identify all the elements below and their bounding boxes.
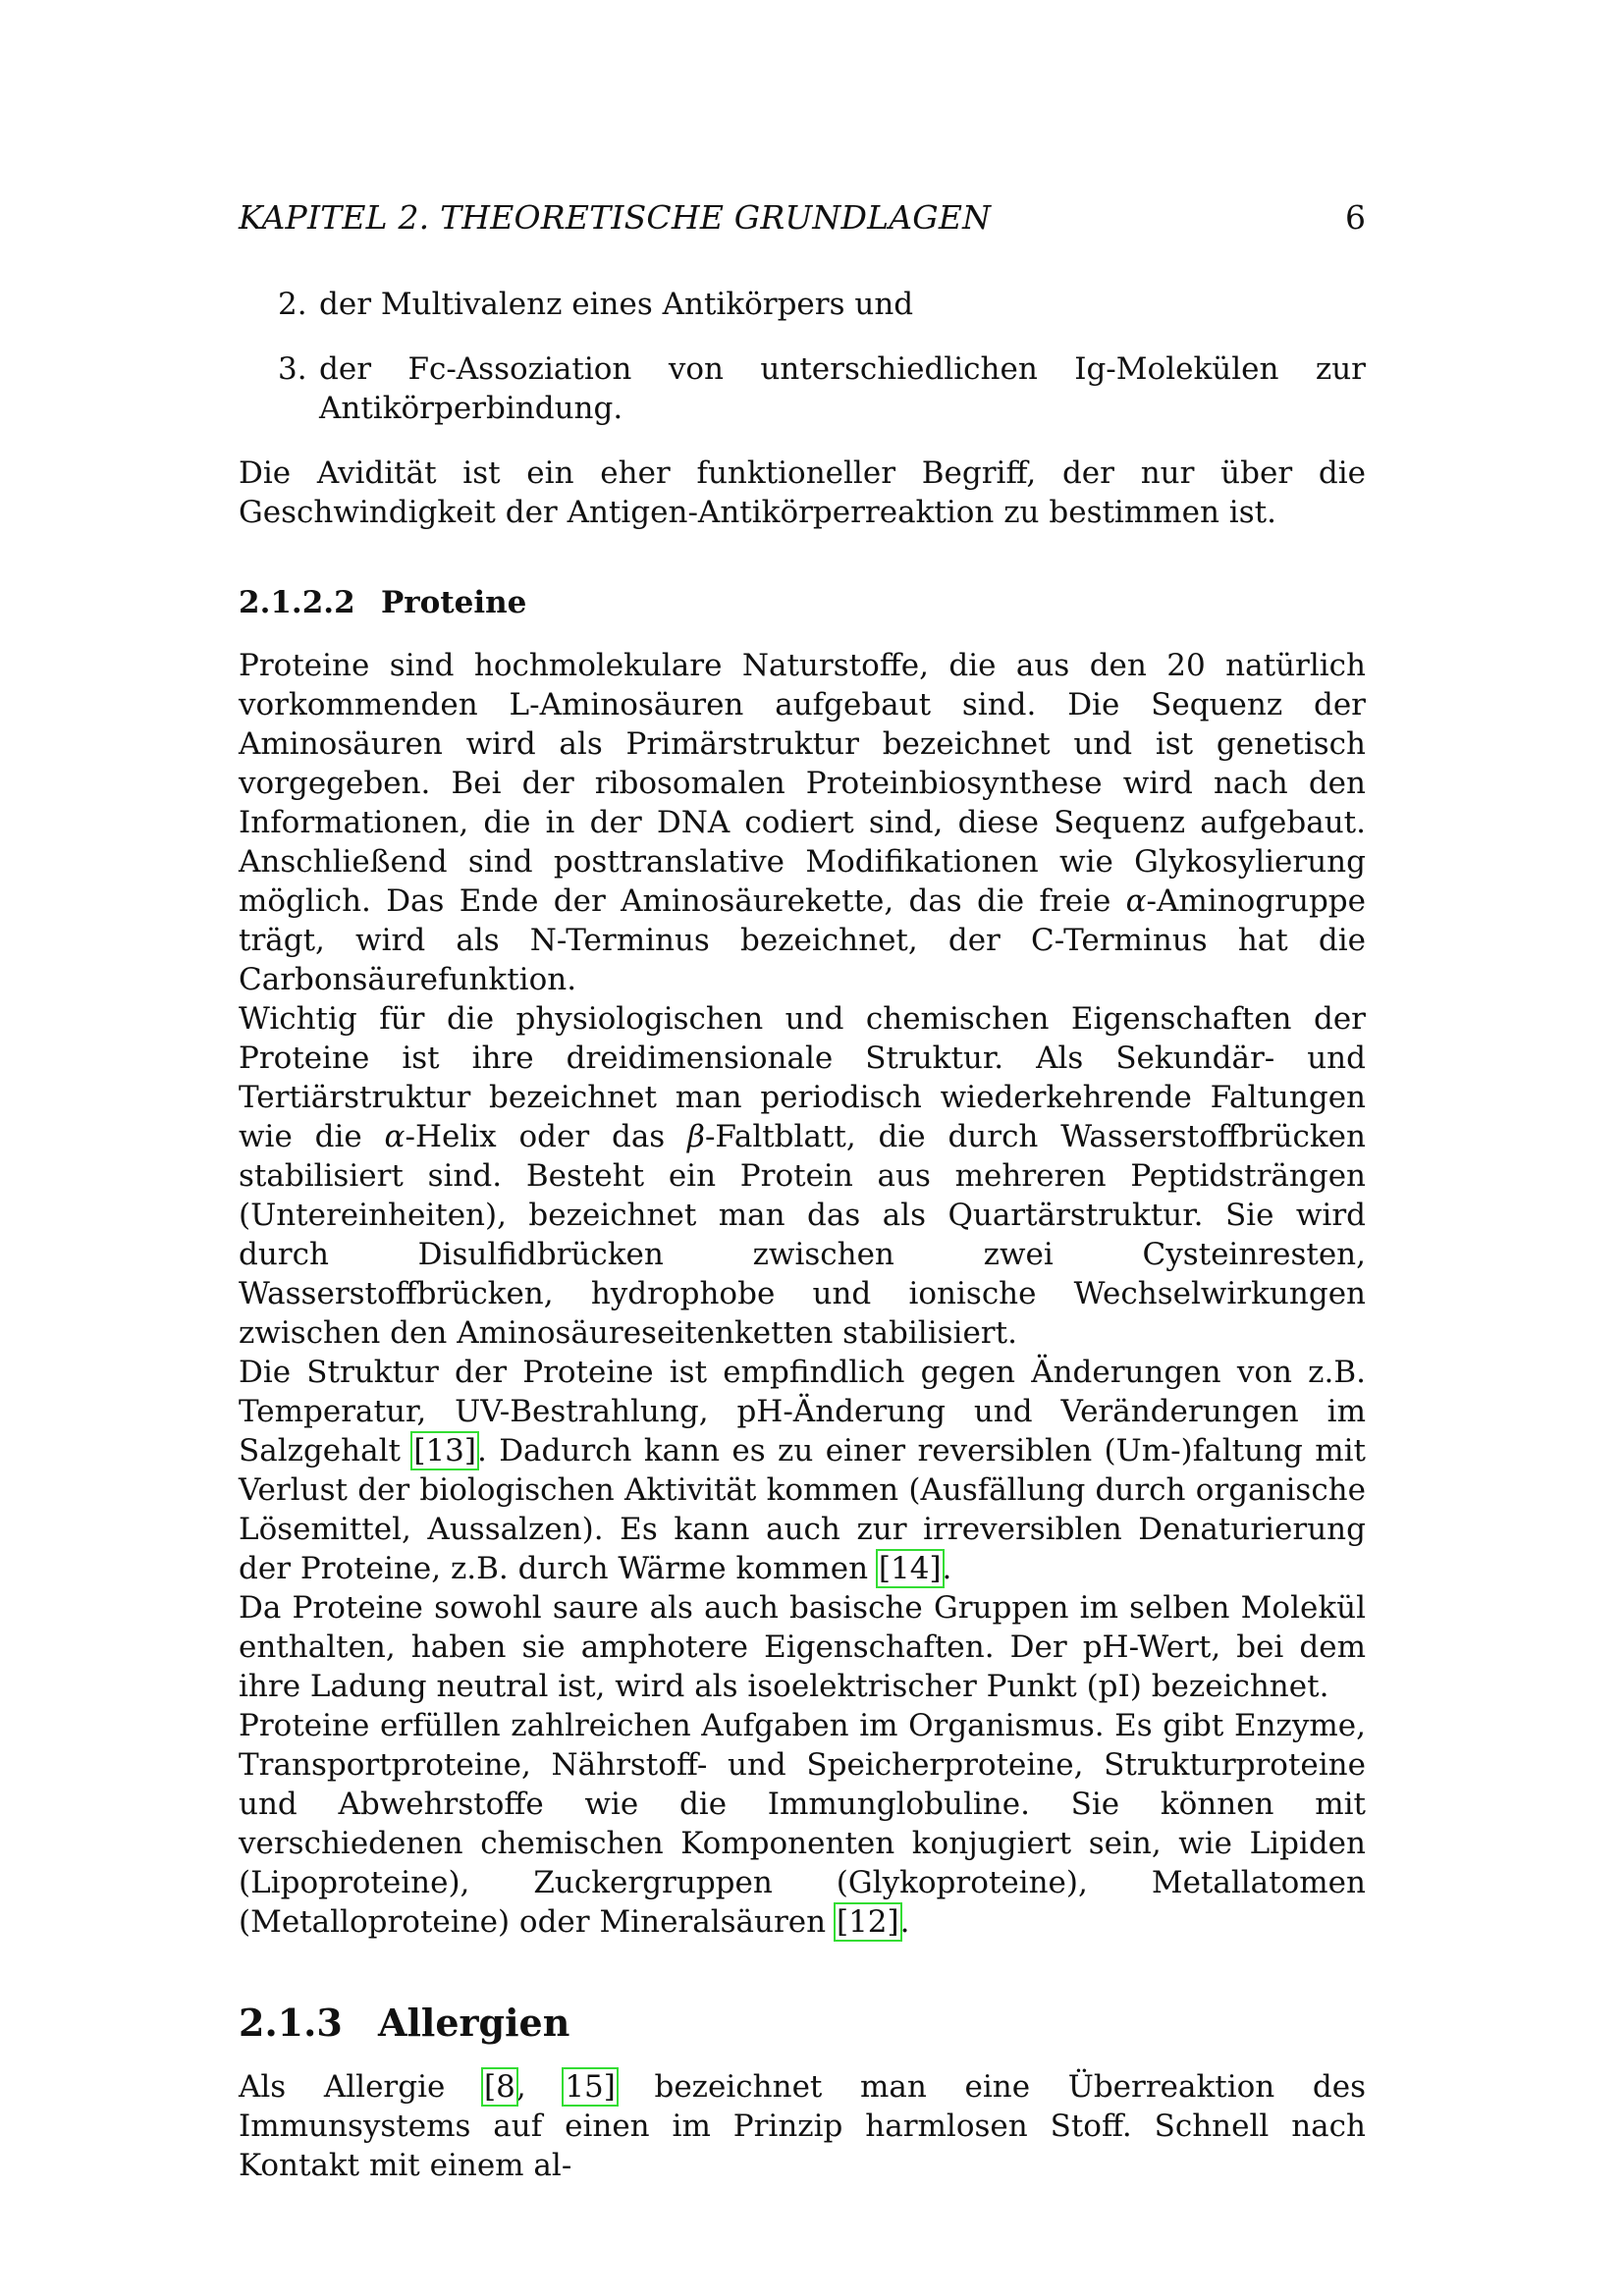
alpha-symbol: α bbox=[384, 1119, 406, 1154]
text-run: Wichtig für die physiologischen und chemischen Eigenschaften der Proteine ist ihre dreidimensionale Struktur. Als Sekundär- und Tertiärstruktur bezeichnet man periodisch wiederkehrende Faltungen wie die bbox=[239, 1001, 1366, 1154]
citation-link[interactable]: 15] bbox=[565, 2069, 616, 2105]
alpha-symbol: α bbox=[1125, 883, 1147, 919]
subsection-heading-allergien bbox=[239, 2001, 1366, 2046]
list-item bbox=[239, 349, 1366, 428]
text-run: . bbox=[899, 1904, 910, 1940]
list-item-number: 3. bbox=[278, 351, 307, 387]
citation-link[interactable]: [8 bbox=[483, 2069, 515, 2105]
list-item-text: der Fc-Assoziation von unterschiedlichen Ig-Molekülen zur Antikörperbindung. bbox=[319, 351, 1366, 426]
running-header bbox=[239, 198, 1366, 238]
document-page bbox=[239, 0, 1366, 2296]
proteine-paragraph-5 bbox=[239, 1706, 1366, 1942]
allergien-paragraph-1 bbox=[239, 2067, 1366, 2185]
chapter-title: KAPITEL 2. THEORETISCHE GRUNDLAGEN bbox=[239, 198, 992, 237]
text-run: . bbox=[942, 1551, 952, 1586]
section-title: Allergien bbox=[378, 2001, 570, 2045]
enumerated-list bbox=[239, 285, 1366, 428]
list-item bbox=[239, 285, 1366, 324]
proteine-paragraph-2 bbox=[239, 999, 1366, 1353]
text-run: Proteine sind hochmolekulare Naturstoffe, die aus den 20 natürlich vorkommenden L-Aminosäuren aufgebaut sind. Die Sequenz der Aminosäuren wird als Primärstruktur bezeichnet und ist genetisch vorgegeben. Bei der ribosomalen Proteinbiosynthese wird nach den Informationen, die in der DNA codiert sind, diese Sequenz aufgebaut. Anschließend sind posttranslative Modifikationen wie Glykosylierung möglich. Das Ende der Aminosäurekette, das die freie bbox=[239, 648, 1366, 919]
proteine-paragraph-3 bbox=[239, 1353, 1366, 1588]
citation-link[interactable]: [12] bbox=[836, 1904, 899, 1940]
beta-symbol: β bbox=[687, 1119, 705, 1154]
page-number: 6 bbox=[1345, 198, 1366, 237]
subsubsection-heading-proteine bbox=[239, 583, 1366, 622]
section-number: 2.1.2.2 bbox=[239, 585, 355, 620]
section-number: 2.1.3 bbox=[239, 2001, 343, 2045]
text-run: -Aminogruppe trägt, wird als N-Terminus bezeichnet, der C-Terminus hat die Carbonsäurefunktion. bbox=[239, 883, 1366, 997]
list-item-number: 2. bbox=[278, 287, 307, 322]
citation-link[interactable]: [14] bbox=[878, 1551, 942, 1586]
text-run: Proteine erfüllen zahlreichen Aufgaben im Organismus. Es gibt Enzyme, Transportproteine, Nährstoff- und Speicherproteine, Strukturproteine und Abwehrstoffe wie die Immunglobuline. Sie können mit verschiedenen chemischen Komponenten konjugiert sein, wie Lipiden (Lipoproteine), Zuckergruppen (Glykoproteine), Metallatomen (Metalloproteine) oder Mineralsäuren bbox=[239, 1708, 1366, 1940]
body-text bbox=[239, 285, 1366, 2185]
citation-link[interactable]: [13] bbox=[413, 1433, 476, 1468]
text-run: , bbox=[515, 2069, 565, 2105]
proteine-paragraph-1 bbox=[239, 646, 1366, 999]
text-run: Die Struktur der Proteine ist empfindlich gegen Änderungen von z.B. Temperatur, UV-Bestrahlung, pH-Änderung und Veränderungen im Salzgehalt bbox=[239, 1355, 1366, 1468]
proteine-paragraph-4: Da Proteine sowohl saure als auch basische Gruppen im selben Molekül enthalten, haben sie amphotere Eigenschaften. Der pH-Wert, bei dem ihre Ladung neutral ist, wird als isoelektrischer Punkt (pI) bezeichnet. bbox=[239, 1590, 1366, 1704]
section-title: Proteine bbox=[381, 585, 527, 620]
text-run: bezeichnet man eine Überreaktion des Immunsystems auf einen im Prinzip harmlosen Stoff. Schnell nach Kontakt mit einem al- bbox=[239, 2069, 1367, 2183]
text-run: Als Allergie bbox=[239, 2069, 483, 2105]
text-run: -Faltblatt, die durch Wasserstoffbrücken stabilisiert sind. Besteht ein Protein aus mehreren Peptidsträngen (Untereinheiten), bezeichnet man das als Quartärstruktur. Sie wird durch Disulfidbrücken zwischen zwei Cysteinresten, Wasserstoffbrücken, hydrophobe und ionische Wechselwirkungen zwischen den Aminosäureseitenketten stabilisiert. bbox=[239, 1119, 1366, 1351]
list-item-text: der Multivalenz eines Antikörpers und bbox=[319, 287, 914, 322]
avidity-paragraph: Die Avidität ist ein eher funktioneller Begriff, der nur über die Geschwindigkeit der Antigen-Antikörperreaktion zu bestimmen ist. bbox=[239, 455, 1366, 530]
text-run: -Helix oder das bbox=[405, 1119, 688, 1154]
text-run: . Dadurch kann es zu einer reversiblen (Um-)faltung mit Verlust der biologischen Aktivität kommen (Ausfällung durch organische Lösemittel, Aussalzen). Es kann auch zur irreversiblen Denaturierung der Proteine, z.B. durch Wärme kommen bbox=[239, 1433, 1366, 1586]
